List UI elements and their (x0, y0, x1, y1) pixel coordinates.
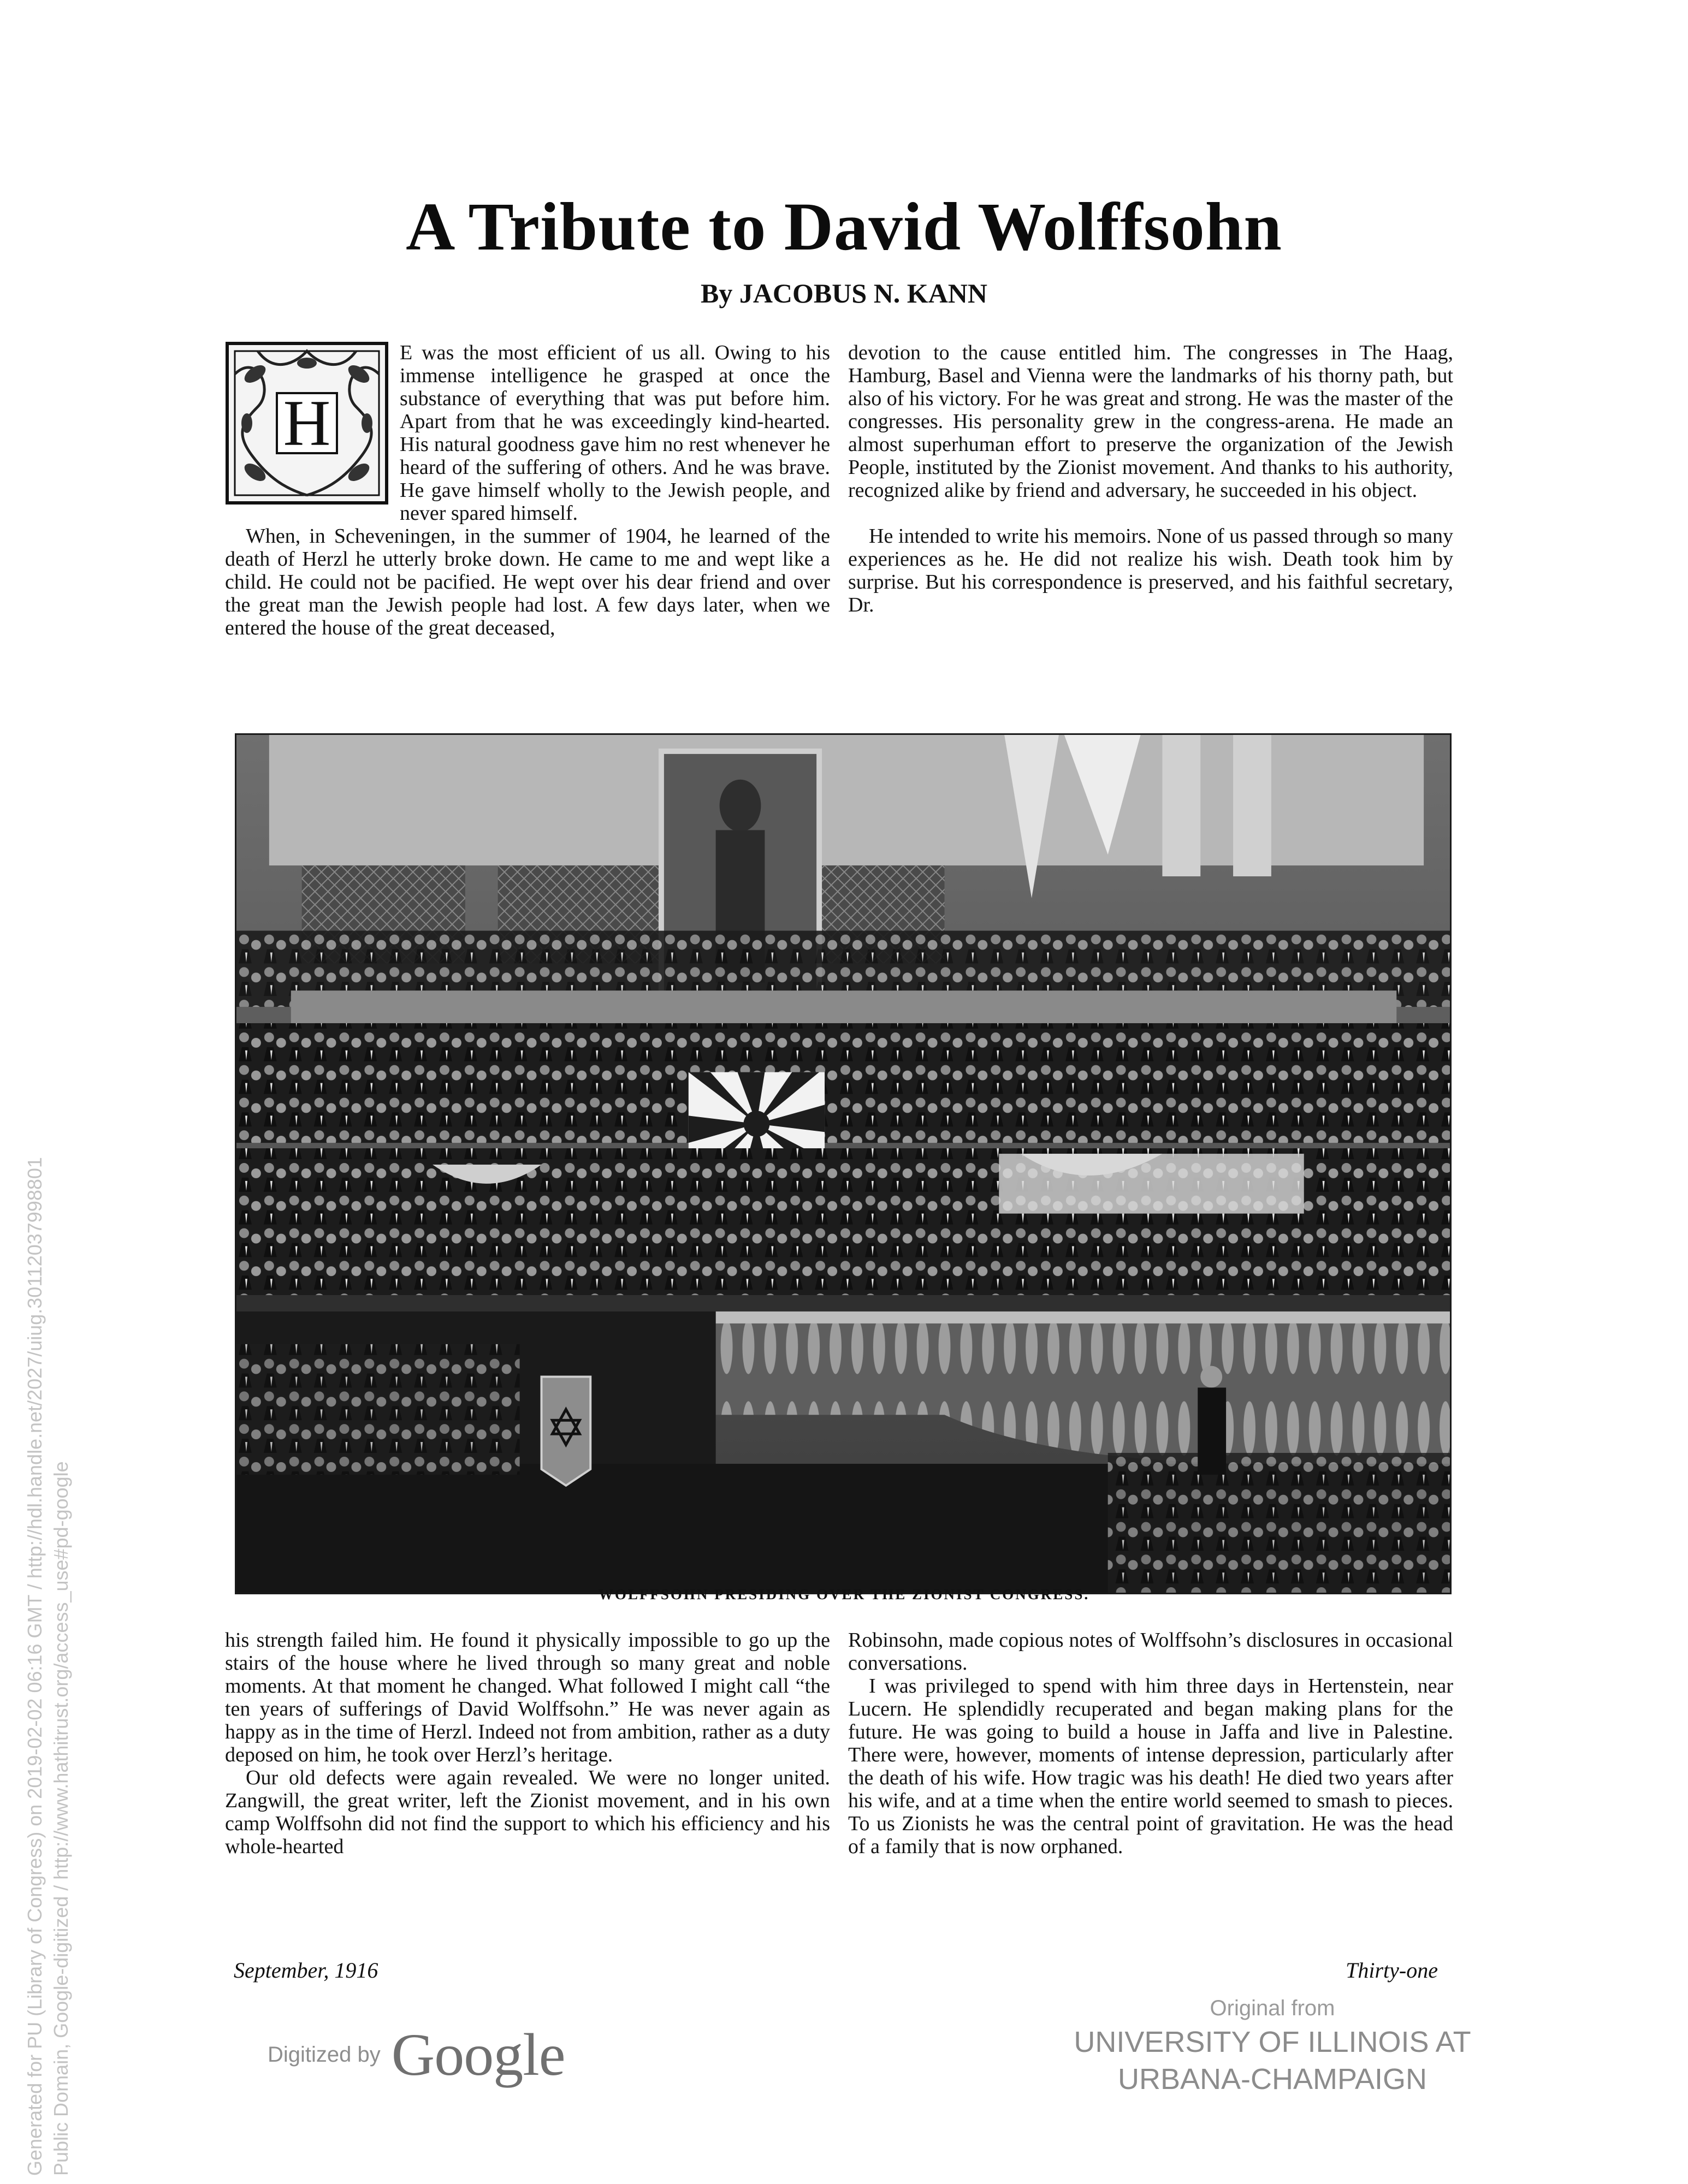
paragraph-3: devotion to the cause entitled him. The congresses in The Haag, Hamburg, Basel and Vienna were the landmarks of his thorny path, but also of his victory. For he was great and strong. He was the master of the congresses. His personality grew in the congress-arena. He made an almost superhuman effort to preserve the organization of the Jewish People, instituted by the Zionist movement. And thanks to his authority, recognized alike by friend and adversary, he succeeded in his object. (848, 341, 1453, 502)
original-from-label: Original from (1210, 1996, 1335, 2020)
paragraph-4: He intended to write his memoirs. None of us passed through so many experiences as he. He did not realize his wish. Death took him by surprise. But his correspondence is preserved, and his faithful secretary, Dr. (848, 525, 1453, 616)
paragraph-6: Our old defects were again revealed. We were no longer united. Zangwill, the great writer, left the Zionist movement, and in his own camp Wolffsohn did not find the support to which his efficiency and his whole-hearted (225, 1766, 830, 1858)
paragraph-5: his strength failed him. He found it physically impossible to go up the stairs of the house where he lived through so many great and noble moments. At that moment he changed. What followed I might call “the ten years of sufferings of David Wolffsohn.” He was never again as happy as in the time of Herzl. Indeed not from ambition, rather as a duty deposed on him, he took over Herzl’s heritage. (225, 1629, 830, 1766)
digitized-by-stamp (268, 2020, 565, 2090)
column-bottom-right (848, 1629, 1453, 1858)
byline-author: JACOBUS N. KANN (739, 278, 988, 308)
column-top-left (225, 341, 830, 639)
byline (0, 277, 1688, 309)
watermark-line-1: Generated for PU (Library of Congress) on 2019-02-02 06:16 GMT / http://hdl.handle.net/2027/uiug.30112037998801 (23, 1157, 46, 2176)
congress-photograph (235, 733, 1452, 1594)
side-watermark (22, 794, 74, 2176)
paragraph-8: I was privileged to spend with him three days in Hertenstein, near Lucern. He splendidly recuperated and began making plans for the future. He was going to build a house in Jaffa and live in Palestine. There were, however, moments of intense depression, particularly after the death of his wife. How tragic was his death! He died two years after his wife, and at a time when the entire world seemed to smash to pieces. To us Zionists he was the central point of gravitation. He was the head of a family that is now orphaned. (848, 1675, 1453, 1858)
watermark-line-2: Public Domain, Google-digitized / http://www.hathitrust.org/access_use#pd-google (50, 1461, 72, 2176)
page-number: Thirty-one (1346, 1958, 1438, 1983)
university-line-2: URBANA-CHAMPAIGN (1117, 2063, 1428, 2096)
paragraph-1: E was the most efficient of us all. Owing to his immense intelligence he grasped at once the substance of everything that was put before him. Apart from that he was exceedingly kind-hearted. His natural goodness gave him no rest whenever he heard of the suffering of others. And he was brave. He gave himself wholly to the Jewish people, and never spared himself. (400, 341, 830, 525)
congress-hall-image (236, 735, 1450, 1593)
byline-by: By (700, 278, 733, 308)
google-logo: Google (391, 2021, 565, 2088)
original-from-stamp (1038, 1993, 1507, 2098)
photo-caption: WOLFFSOHN PRESIDING OVER THE ZIONIST CONGRESS. (598, 1586, 1090, 1603)
ornamental-dropcap (225, 341, 389, 505)
digitized-by-label: Digitized by (268, 2043, 381, 2067)
paragraph-7: Robinsohn, made copious notes of Wolffsohn’s disclosures in occasional conversations. (848, 1629, 1453, 1675)
issue-date: September, 1916 (234, 1958, 378, 1983)
dropcap-letter: H (283, 387, 331, 459)
column-top-right (848, 341, 1453, 616)
university-line-1: UNIVERSITY OF ILLINOIS AT (1074, 2026, 1471, 2058)
article-title: A Tribute to David Wolffsohn (406, 189, 1282, 265)
paragraph-2: When, in Scheveningen, in the summer of 1904, he learned of the death of Herzl he utterly broke down. He came to me and wept like a child. He could not be pacified. He wept over his dear friend and over the great man the Jewish people had lost. A few days later, when we entered the house of the great deceased, (225, 525, 830, 639)
column-bottom-left (225, 1629, 830, 1858)
